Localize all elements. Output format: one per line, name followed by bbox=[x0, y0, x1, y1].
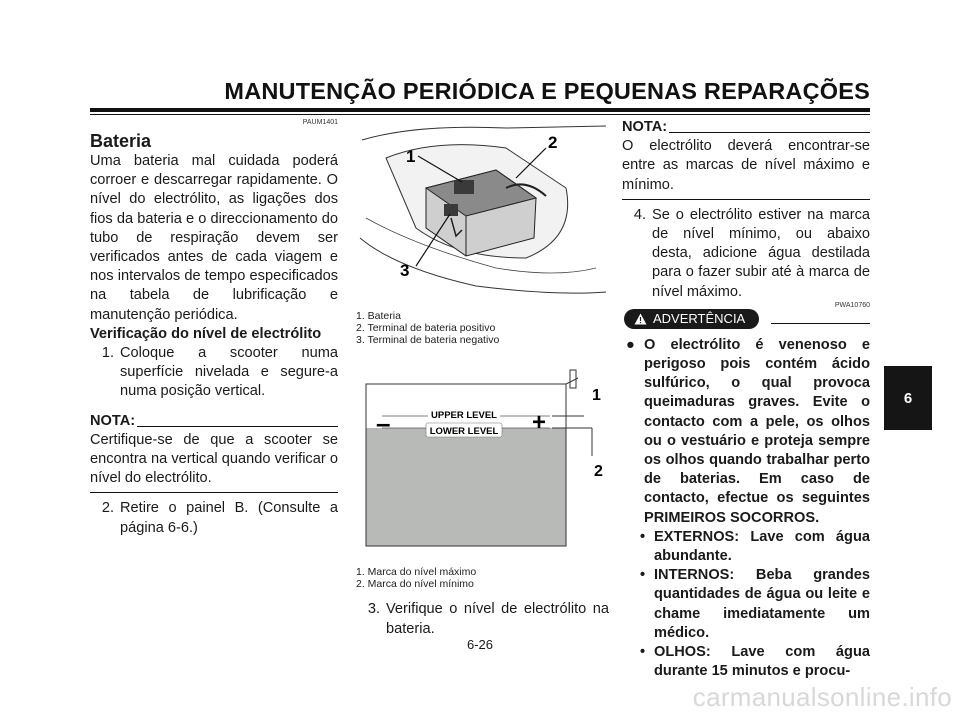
figure-2-caption bbox=[356, 566, 609, 590]
caption-line: 1. Bateria bbox=[356, 310, 401, 323]
caption-line: 2. Marca do nível mínimo bbox=[356, 578, 474, 591]
callout-label-2: 2 bbox=[548, 133, 558, 152]
header-rule bbox=[90, 108, 870, 112]
caption-line: 2. Terminal de bateria positivo bbox=[356, 322, 496, 335]
positive-sign: + bbox=[532, 409, 547, 437]
intro-paragraph: Uma bateria mal cuidada poderá corroer e descarregar rapidamente. O nível do electrólito, as ligações dos fios da bateria e o direccionamento do tubo de respiração devem ser verificados antes de cada viagem e nos intervalos de tempo especificados na tabela de lubrificação e manutenção periódica. bbox=[90, 153, 338, 323]
nota-rule bbox=[137, 426, 338, 427]
nota-heading bbox=[622, 118, 870, 137]
column-left bbox=[90, 118, 338, 538]
step-text: Verifique o nível de electrólito na bateria. bbox=[386, 601, 609, 637]
page-title: MANUTENÇÃO PERIÓDICA E PEQUENAS REPARAÇÕES bbox=[224, 78, 870, 104]
column-middle bbox=[356, 118, 609, 639]
warning-code: PWA10760 bbox=[834, 301, 870, 309]
warning-triangle-icon bbox=[634, 313, 647, 325]
nota-end-rule bbox=[90, 492, 338, 493]
step-number: 4. bbox=[633, 206, 646, 223]
nota-text: Certifique-se de que a scooter se encontra na vertical quando verificar o nível do electrólito. bbox=[90, 431, 338, 487]
step-2 bbox=[90, 499, 338, 537]
watermark: carmanualsonline.info bbox=[692, 682, 952, 712]
negative-terminal bbox=[444, 204, 458, 216]
step-1 bbox=[90, 344, 338, 402]
section-code: PAUM1401 bbox=[302, 119, 338, 126]
sub-bullet-icon: • bbox=[640, 528, 646, 545]
page-header bbox=[90, 74, 870, 120]
case-top-edge bbox=[366, 378, 578, 384]
warning-bullet bbox=[622, 336, 870, 528]
electrolyte bbox=[366, 428, 566, 546]
step-number: 1. bbox=[101, 345, 114, 362]
body-outline bbox=[362, 126, 606, 140]
warning-label: ADVERTÊNCIA bbox=[653, 310, 746, 326]
bullet-icon: ● bbox=[626, 336, 635, 353]
step-number: 3. bbox=[367, 601, 380, 618]
first-aid-text: INTERNOS: Beba grandes quantidades de água ou leite e chame imediatamente um médico. bbox=[654, 567, 870, 641]
step-text: Coloque a scooter numa superfície nivelada e segure-a numa posição vertical. bbox=[120, 345, 338, 400]
figure-1-caption bbox=[356, 310, 609, 346]
first-aid-text: EXTERNOS: Lave com água abundante. bbox=[654, 528, 870, 565]
nota-text: O electrólito deverá encontrar-se entre as marcas de nível máximo e mínimo. bbox=[622, 138, 870, 193]
positive-terminal bbox=[454, 180, 474, 194]
caption-line: 1. Marca do nível máximo bbox=[356, 566, 477, 579]
nota-label: NOTA: bbox=[90, 412, 136, 429]
section-title: Bateria bbox=[90, 131, 152, 151]
battery-level-illustration bbox=[356, 360, 609, 560]
step-text: Se o electrólito estiver na marca de nível mínimo, ou abaixo desta, adicione água destilada para o fazer subir até à marca de nível máximo. bbox=[652, 206, 870, 300]
upper-level-label: UPPER LEVEL bbox=[431, 410, 497, 422]
caption-line: 3. Terminal de bateria negativo bbox=[356, 334, 500, 347]
step-3 bbox=[356, 600, 609, 638]
column-right bbox=[622, 118, 870, 681]
callout-label-1: 1 bbox=[592, 387, 601, 405]
callout-label-2: 2 bbox=[594, 463, 603, 481]
step-4 bbox=[622, 206, 870, 302]
first-aid-text: OLHOS: Lave com água durante 15 minutos e procu- bbox=[654, 644, 870, 680]
nota-label: NOTA: bbox=[622, 119, 668, 135]
lower-level-label: LOWER LEVEL bbox=[429, 426, 499, 438]
warning-badge bbox=[624, 309, 759, 329]
warning-heading bbox=[622, 301, 870, 330]
chapter-tab: 6 bbox=[884, 366, 932, 430]
step-text: Retire o painel B. (Consulte a página 6-6.) bbox=[120, 500, 338, 536]
header-rule-thin bbox=[90, 114, 870, 115]
first-aid-item bbox=[622, 566, 870, 643]
warning-rule bbox=[771, 323, 870, 324]
sub-bullet-icon: • bbox=[640, 644, 646, 661]
nota-heading bbox=[90, 412, 338, 431]
step-number: 2. bbox=[101, 500, 114, 517]
nota-end-rule bbox=[622, 199, 870, 200]
callout-label-1: 1 bbox=[406, 147, 416, 166]
subheading: Verificação do nível de electrólito bbox=[90, 325, 322, 342]
battery-compartment-illustration bbox=[356, 118, 609, 304]
sub-bullet-icon: • bbox=[640, 567, 646, 584]
page-number: 6-26 bbox=[466, 637, 494, 652]
callout-label-3: 3 bbox=[400, 261, 410, 280]
negative-sign: – bbox=[376, 408, 391, 439]
bullet-text: O electrólito é venenoso e perigoso pois contém ácido sulfúrico, o qual provoca queimaduras graves. Evite o contacto com a pele, os olhos ou o vestuário e proteja sempre os olhos quando trabalhar perto de baterias. Em caso de contacto, efectue os seguintes PRIMEIROS SOCORROS. bbox=[644, 336, 870, 526]
first-aid-item bbox=[622, 528, 870, 566]
nota-rule bbox=[669, 132, 870, 133]
